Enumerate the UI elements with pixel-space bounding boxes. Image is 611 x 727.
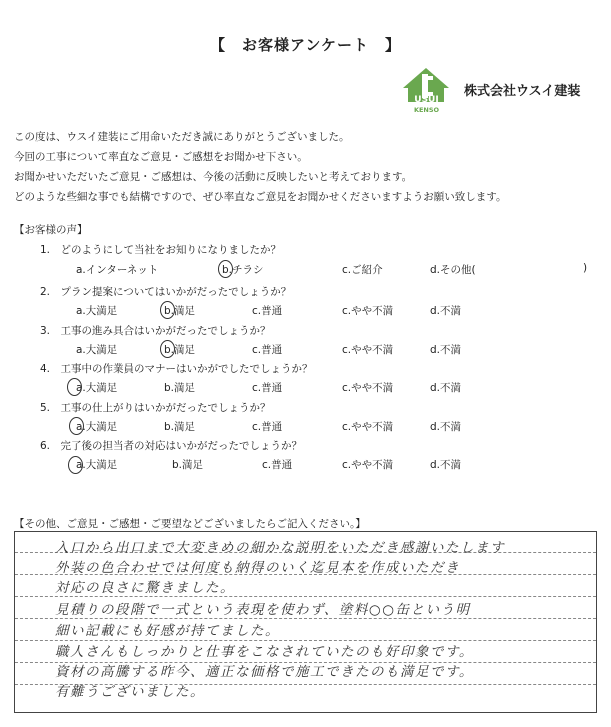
option-d[interactable]: d.その他(: [430, 264, 476, 276]
intro-line: 今回の工事について率直なご意見・ご感想をお聞かせ下さい。: [14, 151, 308, 163]
option-d[interactable]: d.不満: [430, 421, 462, 433]
option-b[interactable]: b.満足: [172, 459, 204, 471]
option-c[interactable]: c.普通: [262, 459, 293, 471]
ruled-line: [15, 596, 596, 597]
page-title: 【 お客様アンケート 】: [209, 36, 402, 54]
house-logo-icon: [399, 62, 454, 114]
selected-mark: [160, 340, 175, 358]
voice-heading: 【お客様の声】: [14, 224, 88, 236]
selected-mark: [160, 301, 175, 319]
question-2: 2. プラン提案についてはいかがだったでしょうか？: [40, 286, 292, 298]
option-d-close: ): [583, 262, 588, 274]
handwritten-line: 外装の色合わせでは何度も納得のいく迄見本を作成いただき: [55, 560, 460, 576]
option-d[interactable]: d.不満: [430, 459, 462, 471]
option-b[interactable]: b.満足: [164, 344, 196, 356]
question-6: 6. 完了後の担当者の対応はいかがだったでしょうか？: [40, 440, 303, 452]
option-c2[interactable]: c.やや不満: [342, 459, 394, 471]
option-a[interactable]: a.インターネット: [76, 264, 159, 276]
question-1: 1. どのようにして当社をお知りになりましたか？: [40, 244, 282, 256]
option-a[interactable]: a.大満足: [76, 344, 118, 356]
intro-line: この度は、ウスイ建装にご用命いただき誠にありがとうございました。: [14, 131, 350, 143]
option-c2[interactable]: c.やや不満: [342, 382, 394, 394]
comments-heading: 【その他、ご意見・ご感想・ご要望などございましたらご記入ください。】: [14, 518, 366, 530]
handwritten-line: 見積りの段階で一式という表現を使わず、塗料○○缶という明: [55, 602, 471, 618]
company-name: 株式会社ウスイ建装: [464, 84, 581, 99]
svg-text:USUI: USUI: [414, 95, 439, 105]
question-5: 5. 工事の仕上がりはいかがだったでしょうか？: [40, 402, 271, 414]
handwritten-line: 入口から出口まで大変きめの細かな説明をいただき感謝いたします: [55, 540, 505, 556]
selected-mark: [67, 378, 82, 396]
option-c2[interactable]: c.やや不満: [342, 344, 394, 356]
question-4: 4. 工事中の作業員のマナーはいかがでしたでしょうか？: [40, 363, 313, 375]
intro-line: どのような些細な事でも結構ですので、ぜひ率直なご意見をお聞かせくださいますようお願い致します。: [14, 191, 507, 203]
handwritten-line: 細い記載にも好感が持てました。: [55, 623, 280, 639]
option-d[interactable]: d.不満: [430, 305, 462, 317]
selected-mark: [69, 417, 84, 435]
selected-mark: [218, 260, 233, 278]
option-d[interactable]: d.不満: [430, 344, 462, 356]
option-a[interactable]: a.大満足: [76, 459, 118, 471]
option-b[interactable]: b.満足: [164, 305, 196, 317]
option-b[interactable]: b.チラシ: [222, 264, 264, 276]
option-a[interactable]: a.大満足: [76, 382, 118, 394]
option-d[interactable]: d.不満: [430, 382, 462, 394]
intro-line: お聞かせいただいたご意見・ご感想は、今後の活動に反映したいと考えております。: [14, 171, 413, 183]
question-3: 3. 工事の進み具合はいかがだったでしょうか？: [40, 325, 271, 337]
option-c[interactable]: c.ご紹介: [342, 264, 383, 276]
option-c[interactable]: c.普通: [252, 344, 283, 356]
selected-mark: [68, 456, 83, 474]
company-logo: [399, 62, 454, 114]
option-c[interactable]: c.普通: [252, 382, 283, 394]
handwritten-line: 職人さんもしっかりと仕事をこなされていたのも好印象です。: [55, 644, 474, 660]
option-c2[interactable]: c.やや不満: [342, 421, 394, 433]
option-a[interactable]: a.大満足: [76, 421, 118, 433]
option-c[interactable]: c.普通: [252, 421, 283, 433]
handwritten-line: 有難うございました。: [55, 684, 205, 700]
svg-text:KENSO: KENSO: [413, 106, 440, 114]
option-a[interactable]: a.大満足: [76, 305, 118, 317]
comments-box[interactable]: [14, 531, 597, 713]
option-c[interactable]: c.普通: [252, 305, 283, 317]
handwritten-line: 資材の高騰する昨今、適正な価格で施工できたのも満足です。: [55, 664, 474, 680]
handwritten-line: 対応の良さに驚きました。: [55, 580, 235, 596]
option-b[interactable]: b.満足: [164, 421, 196, 433]
option-c2[interactable]: c.やや不満: [342, 305, 394, 317]
intro-text: [14, 127, 506, 207]
option-b[interactable]: b.満足: [164, 382, 196, 394]
